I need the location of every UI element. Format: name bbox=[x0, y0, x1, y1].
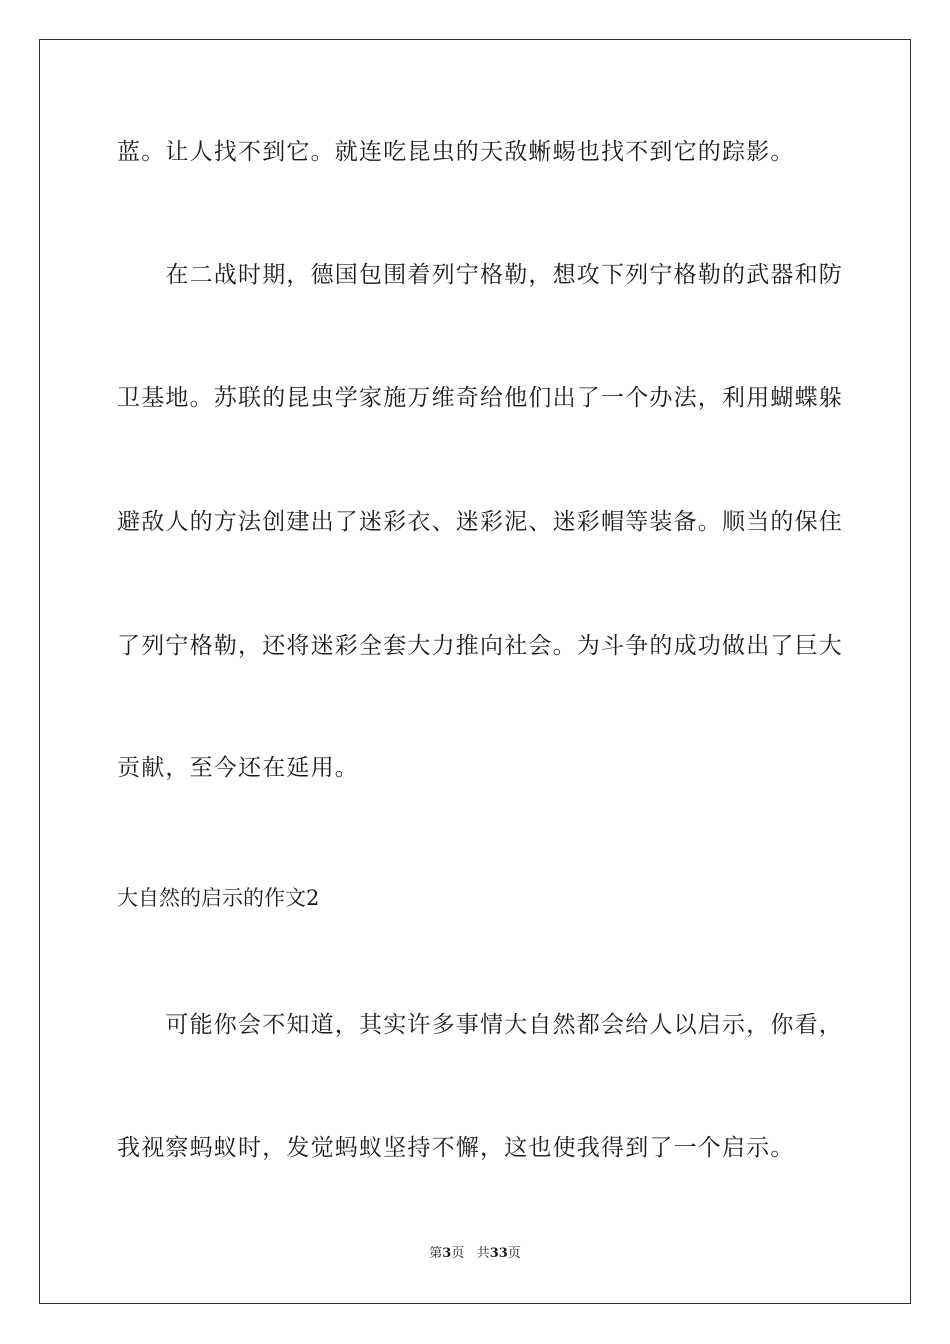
footer-page-prefix: 第 bbox=[429, 1246, 443, 1261]
text-line-4: 避敌人的方法创建出了迷彩衣、迷彩泥、迷彩帽等装备。顺当的保住 bbox=[117, 509, 843, 535]
footer-total-prefix: 共 bbox=[476, 1246, 490, 1261]
text-line-7: 可能你会不知道，其实许多事情大自然都会给人以启示，你看， bbox=[117, 1012, 843, 1038]
page-footer bbox=[0, 1245, 950, 1263]
text-line-3: 卫基地。苏联的昆虫学家施万维奇给他们出了一个办法，利用蝴蝶躲 bbox=[117, 385, 843, 411]
footer-total-pages: 33 bbox=[489, 1246, 508, 1261]
text-line-1: 蓝。让人找不到它。就连吃昆虫的天敌蜥蜴也找不到它的踪影。 bbox=[117, 139, 795, 165]
footer-total-suffix: 页 bbox=[507, 1246, 521, 1261]
section-heading: 大自然的启示的作文2 bbox=[117, 886, 320, 910]
text-line-6: 贡献，至今还在延用。 bbox=[117, 755, 359, 781]
page-border bbox=[39, 39, 911, 1304]
text-line-5: 了列宁格勒，还将迷彩全套大力推向社会。为斗争的成功做出了巨大 bbox=[117, 633, 843, 659]
text-line-8: 我视察蚂蚁时，发觉蚂蚁坚持不懈，这也使我得到了一个启示。 bbox=[117, 1135, 795, 1161]
footer-page-number: 3 bbox=[442, 1246, 452, 1261]
text-line-2: 在二战时期，德国包围着列宁格勒，想攻下列宁格勒的武器和防 bbox=[117, 262, 843, 288]
footer-page-suffix: 页 bbox=[451, 1246, 465, 1261]
